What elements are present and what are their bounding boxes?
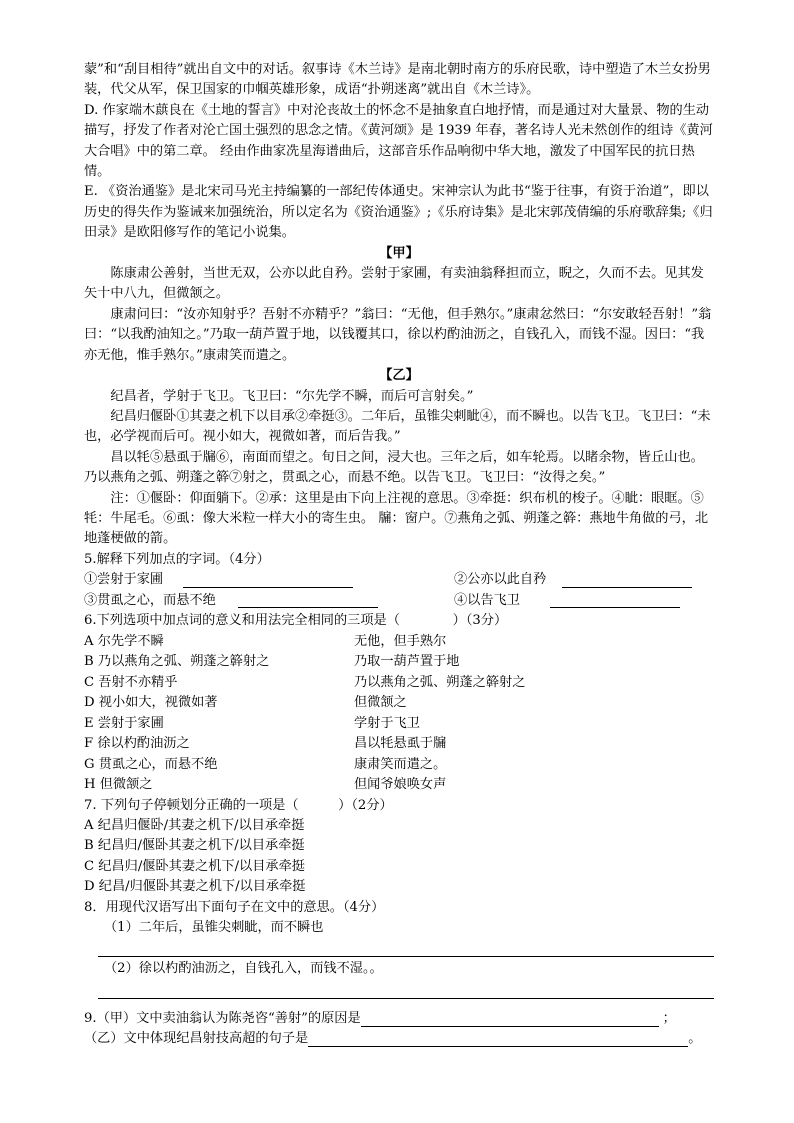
question-7-title: 7. 下列句子停顿划分正确的一项是（ ）（2分） <box>84 797 393 813</box>
option-e: E. 《资治通鉴》是北宋司马光主持编纂的一部纪传体通史。宋神宗认为此书“鉴于往事，有资于治道”，即以历史的得失作为鉴诫来加强统治，所以定名为《资治通鉴》;《乐府诗集》是北宋郭茂倩编的乐府歌辞集;《归田录》是欧阳修写作的笔记小说集。 <box>84 184 713 241</box>
passage-jia-heading: 【甲】 <box>379 245 419 261</box>
q6-option-right: 但闻爷娘唤女声 <box>354 777 447 793</box>
q6-option-left: C 吾射不亦精乎 <box>84 674 178 690</box>
question-5-items <box>84 570 714 611</box>
question-5-title: 5.解释下列加点的字词。（4分） <box>84 551 270 567</box>
q5-answer-2[interactable] <box>562 573 692 588</box>
option-d: D. 作家端木蕻良在《土地的誓言》中对沦丧故土的怀念不是抽象直白地抒情，而是通过对大量景、物的生动描写，抒发了作者对沦亡国土强烈的思念之情。《黄河颂》是 1939 年春，著名诗人光未然创作的组诗《黄河大合唱》中的第二章。 经由作曲家冼星海谱曲后，这部音乐作品响彻中华大地，激发了中国军民的抗日热情。 <box>84 102 713 180</box>
q8-answer-line-1[interactable] <box>98 938 714 957</box>
q6-option-left: A 尔先学不瞬 <box>84 633 164 649</box>
passage-jia-para-1: 陈康肃公善射，当世无双，公亦以此自矜。尝射于家圃，有卖油翁释担而立，睨之，久而不去。见其发矢十中八九，但微颔之。 <box>84 266 704 302</box>
q6-option-right: 乃以燕角之弧、朔蓬之簳射之 <box>354 674 526 690</box>
question-6-title: 6.下列选项中加点词的意义和用法完全相同的三项是（ ）（3分） <box>84 613 508 629</box>
passage-yi-notes: 注：①偃卧：仰面躺下。②承：这里是由下向上注视的意思。③牵挺：织布机的梭子。④眦：眼眶。⑤牦：牛尾毛。⑥虱：像大米粒一样大小的寄生虫。 牖：窗户。⑦燕角之弧、朔蓬之簳：燕地牛角做的弓，北地蓬梗做的箭。 <box>84 490 709 547</box>
q7-option-a: A 纪昌归偃卧/其妻之机下/以目承牵挺 <box>84 817 305 833</box>
q8-sentence-1: （1）二年后，虽锥尖刺眦，而不瞬也 <box>104 920 324 935</box>
q5-item-2: ②公亦以此自矜 <box>454 572 547 588</box>
q6-option-right: 康肃笑而遣之。 <box>354 756 447 772</box>
q8-answer-line-2[interactable] <box>98 980 714 999</box>
passage-jia-para-2: 康肃问曰：“汝亦知射乎？吾射不亦精乎？”翁曰：“无他，但手熟尔。”康肃忿然曰：“尔安敢轻吾射！”翁曰：“以我酌油知之。”乃取一葫芦置于地，以钱覆其口，徐以杓酌油沥之，自钱孔入，而钱不湿。因曰：“我亦无他，惟手熟尔。”康肃笑而遣之。 <box>84 306 712 363</box>
q7-option-b: B 纪昌归/偃卧其妻之机下/以目承牵挺 <box>84 838 305 854</box>
q9-answer-2[interactable] <box>308 1032 688 1047</box>
question-6-options <box>84 632 714 796</box>
q6-option-right: 昌以牦悬虱于牖 <box>354 736 447 752</box>
q6-option-left: H 但微颔之 <box>84 777 153 793</box>
passage-yi-para-1: 纪昌者，学射于飞卫。飞卫曰：“尔先学不瞬，而后可言射矣。” <box>110 388 474 404</box>
option-c-tail: 蒙”和“刮目相待”就出自文中的对话。叙事诗《木兰诗》是南北朝时南方的乐府民歌，诗中塑造了木兰女扮男装，代父从军，保卫国家的巾帼英雄形象，成语“扑朔迷离”就出自《木兰诗》。 <box>84 62 711 98</box>
q5-answer-3[interactable] <box>238 593 378 608</box>
passage-yi-para-2: 纪昌归偃卧①其妻之机下以目承②牵挺③。二年后，虽锥尖刺眦④，而不瞬也。以告飞卫。飞卫曰：“未也，必学视而后可。视小如大，视微如著，而后告我。” <box>84 408 711 445</box>
q7-option-d: D 纪昌/归偃卧其妻之机下/以目承牵挺 <box>84 879 306 895</box>
q8-sentence-2: （2）徐以杓酌油沥之，自钱孔入，而钱不湿。。 <box>104 961 383 977</box>
q9-line-2: （乙）文中体现纪昌射技高超的句子是 <box>84 1031 309 1047</box>
q6-option-left: E 尝射于家圃 <box>84 715 164 731</box>
q6-option-right: 学射于飞卫 <box>354 715 420 731</box>
document-page <box>84 60 714 1050</box>
q6-option-right: 但微颔之 <box>354 695 407 711</box>
passage-yi-para-3: 昌以牦⑤悬虱于牖⑥，南面而望之。旬日之间，浸大也。三年之后，如车轮焉。以睹余物，皆丘山也。乃以燕角之弧、朔蓬之簳⑦射之，贯虱之心，而悬不绝。以告飞卫。飞卫曰：“汝得之矣。” <box>84 449 704 486</box>
q5-answer-4[interactable] <box>550 593 680 608</box>
question-8-title: 8．用现代汉语写出下面句子在文中的意思。（4分） <box>84 899 385 915</box>
q6-option-left: B 乃以燕角之弧、朔蓬之簳射之 <box>84 654 270 670</box>
q6-option-left: F 徐以杓酌油沥之 <box>84 736 190 752</box>
q6-option-left: G 贯虱之心，而悬不绝 <box>84 756 218 772</box>
q5-item-3: ③贯虱之心，而悬不绝 <box>84 592 216 608</box>
q5-item-1: ①尝射于家圃 <box>84 572 164 588</box>
q6-option-right: 无他，但手熟尔 <box>354 633 447 649</box>
q6-option-right: 乃取一葫芦置于地 <box>354 654 460 670</box>
q9-line-1: 9.（甲）文中卖油翁认为陈尧咨“善射”的原因是 <box>84 1010 361 1026</box>
q5-item-4: ④以告飞卫 <box>454 592 520 608</box>
q9-line-1-end: ； <box>662 1010 676 1026</box>
q5-answer-1[interactable] <box>183 573 353 588</box>
q9-answer-1[interactable] <box>361 1012 659 1027</box>
passage-yi-heading: 【乙】 <box>379 368 419 384</box>
q6-option-left: D 视小如大，视微如著 <box>84 695 218 711</box>
q9-line-2-end: 。 <box>688 1031 702 1047</box>
q7-option-c: C 纪昌归/偃卧其妻之机下/以目承牵挺 <box>84 858 305 874</box>
